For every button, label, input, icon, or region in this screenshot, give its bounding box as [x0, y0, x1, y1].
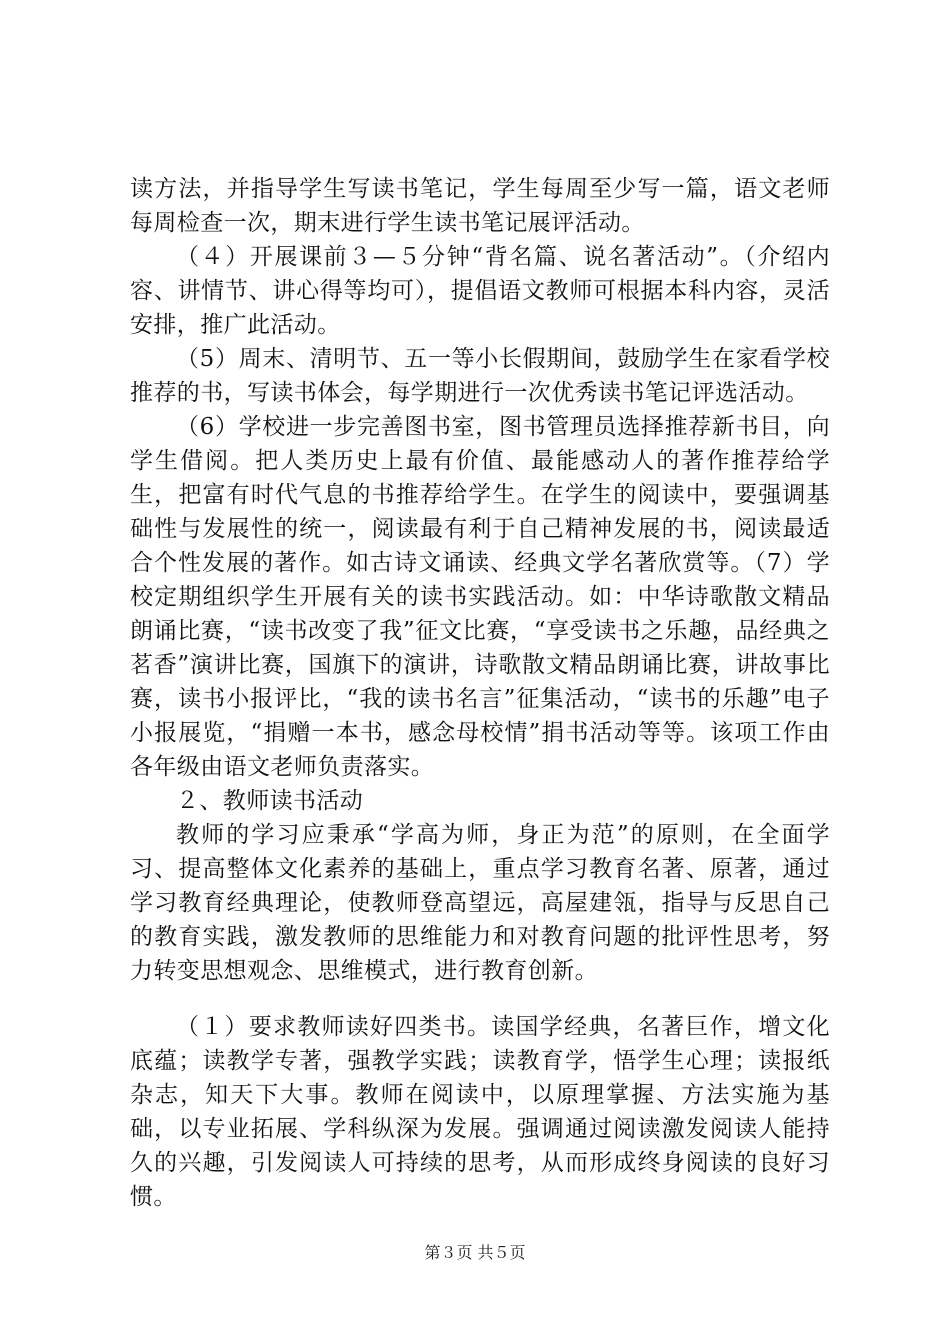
page-number-footer: 第３页 共５页	[424, 1243, 526, 1262]
paragraph-item-6-7: （6）学校进一步完善图书室，图书管理员选择推荐新书目，向学生借阅。把人类历史上最有价值、最能感动人的著作推荐给学生，把富有时代气息的书推荐给学生。在学生的阅读中，要强调基础性与发展性的统一，阅读最有利于自己精神发展的书，阅读最适合个性发展的著作。如古诗文诵读、经典文学名著欣赏等。（7）学校定期组织学生开展有关的读书实践活动。如：中华诗歌散文精品朗诵比赛，“读书改变了我”征文比赛，“享受读书之乐趣，品经典之茗香”演讲比赛，国旗下的演讲，诗歌散文精品朗诵比赛，讲故事比赛，读书小报评比，“我的读书名言”征集活动，“读书的乐趣”电子小报展览，“捐赠一本书，感念母校情”捐书活动等等。该项工作由各年级由语文老师负责落实。	[130, 414, 830, 780]
paragraph-item-5: （5）周末、清明节、五一等小长假期间，鼓励学生在家看学校推荐的书，写读书体会，每学期进行一次优秀读书笔记评选活动。	[130, 346, 830, 406]
paragraph-teacher-item-1: （１）要求教师读好四类书。读国学经典，名著巨作，增文化底蕴；读教学专著，强教学实践；读教育学，悟学生心理；读报纸杂志，知天下大事。教师在阅读中，以原理掌握、方法实施为基础，以专业拓展、学科纵深为发展。强调通过阅读激发阅读人能持久的兴趣，引发阅读人可持续的思考，从而形成终身阅读的良好习惯。	[130, 1014, 830, 1210]
paragraph-teacher-learning: 教师的学习应秉承“学高为师，身正为范”的原则，在全面学习、提高整体文化素养的基础上，重点学习教育名著、原著，通过学习教育经典理论，使教师登高望远，高屋建瓴，指导与反思自己的教育实践，激发教师的思维能力和对教育问题的批评性思考，努力转变思想观念、思维模式，进行教育创新。	[130, 822, 830, 984]
section-heading-teacher-reading: ２、教师读书活动	[176, 788, 364, 814]
paragraph-reading-methods: 读方法，并指导学生写读书笔记，学生每周至少写一篇，语文老师每周检查一次，期末进行学生读书笔记展评活动。	[130, 176, 830, 236]
document-body	[130, 172, 830, 1214]
paragraph-item-4: （４）开展课前３—５分钟“背名篇、说名著活动”。（介绍内容、讲情节、讲心得等均可），提倡语文教师可根据本科内容，灵活安排，推广此活动。	[130, 244, 830, 338]
